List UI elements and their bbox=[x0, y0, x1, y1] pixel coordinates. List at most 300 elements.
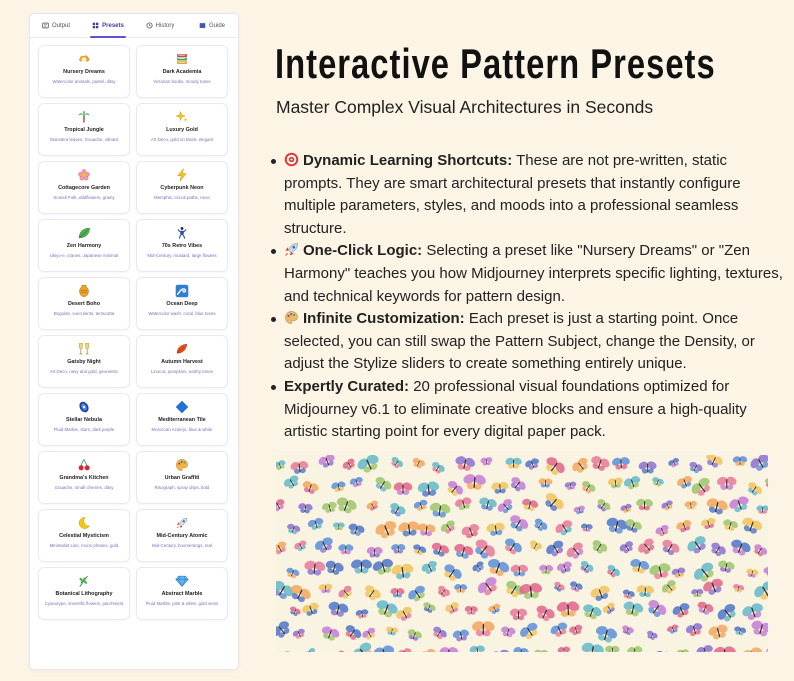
butterfly bbox=[706, 621, 732, 642]
butterfly bbox=[417, 646, 439, 652]
butterfly bbox=[317, 582, 334, 595]
butterfly bbox=[350, 558, 374, 575]
butterfly bbox=[652, 649, 673, 652]
butterfly bbox=[329, 479, 347, 493]
butterfly bbox=[511, 645, 530, 652]
preset-desc: Gouache, small cherries, ditsy bbox=[54, 484, 114, 490]
butterfly bbox=[415, 521, 437, 538]
butterfly bbox=[761, 563, 768, 578]
butterfly bbox=[627, 556, 652, 576]
butterfly bbox=[732, 455, 749, 467]
preset-card-mid-century-atomic[interactable] bbox=[136, 509, 228, 562]
vase-icon bbox=[77, 284, 91, 298]
butterfly bbox=[715, 475, 738, 491]
butterfly bbox=[555, 599, 582, 618]
butterfly bbox=[506, 473, 529, 495]
preset-name: Grandma's Kitchen bbox=[59, 475, 109, 481]
butterfly bbox=[519, 496, 540, 513]
preset-card-mediterranean-tile[interactable] bbox=[136, 393, 228, 446]
butterfly bbox=[320, 499, 339, 515]
butterfly bbox=[452, 455, 478, 473]
blue-diamond-icon bbox=[175, 400, 189, 414]
feature-list bbox=[268, 150, 788, 444]
butterfly bbox=[499, 624, 518, 639]
lightning-icon bbox=[175, 168, 189, 182]
preset-desc: Linocut, pumpkins, earthy tones bbox=[151, 368, 213, 374]
preset-name: Autumn Harvest bbox=[161, 359, 203, 365]
presets-icon bbox=[92, 22, 99, 29]
preset-desc: Fluid Marble, stars, dark purple bbox=[53, 426, 115, 432]
preset-desc: Moroccan Azulejo, blue & white bbox=[151, 426, 213, 432]
butterfly bbox=[712, 644, 739, 652]
butterfly bbox=[644, 628, 660, 642]
preset-desc: Mid-Century, boomerangs, teal bbox=[152, 542, 212, 548]
butterfly bbox=[428, 459, 447, 477]
butterfly bbox=[562, 538, 588, 563]
butterfly bbox=[411, 497, 430, 513]
butterfly bbox=[404, 582, 430, 606]
butterfly bbox=[484, 520, 507, 538]
butterfly bbox=[744, 567, 760, 579]
butterfly bbox=[494, 495, 517, 517]
butterfly bbox=[359, 625, 379, 643]
rocket-icon bbox=[175, 516, 189, 530]
preset-desc: Cyanotype, scientific flowers, parchment bbox=[44, 600, 124, 606]
feature-text: Each preset is just a starting point. Once selected, you can still swap the Pattern Subject, change the Density, or adjust the Stylize sliders to create something entirely unique. bbox=[284, 310, 755, 373]
butterfly bbox=[487, 647, 513, 652]
preset-desc: Mid-Century, mustard, large flowers bbox=[147, 252, 217, 258]
butterfly bbox=[395, 646, 414, 652]
butterfly bbox=[438, 646, 459, 652]
butterfly bbox=[348, 475, 366, 489]
butterfly bbox=[738, 514, 766, 537]
preset-name: Nursery Dreams bbox=[63, 69, 105, 75]
butterfly bbox=[427, 500, 453, 520]
butterfly bbox=[713, 599, 741, 626]
butterfly bbox=[669, 599, 694, 621]
butterfly bbox=[452, 495, 474, 513]
butterfly bbox=[568, 455, 592, 477]
butterfly bbox=[451, 627, 471, 643]
butterfly bbox=[659, 498, 676, 513]
butterfly bbox=[587, 455, 613, 474]
feature-item bbox=[268, 308, 788, 376]
preset-card-botanical-lithography[interactable] bbox=[38, 567, 130, 620]
butterfly bbox=[750, 541, 768, 560]
butterfly bbox=[479, 456, 494, 467]
preset-name: 70s Retro Vibes bbox=[161, 243, 203, 249]
butterfly bbox=[547, 619, 571, 640]
preset-desc: Watercolor wash, coral, blue tones bbox=[148, 310, 216, 316]
preset-name: Desert Boho bbox=[67, 301, 101, 307]
target-icon bbox=[284, 152, 299, 167]
butterfly bbox=[516, 619, 543, 644]
butterfly bbox=[335, 582, 356, 602]
preset-desc: Art Deco, gold on black, elegant bbox=[150, 136, 214, 142]
presets-panel bbox=[30, 14, 238, 669]
preset-card-gatsby-night[interactable] bbox=[38, 335, 130, 388]
butterfly bbox=[538, 563, 555, 575]
butterfly bbox=[504, 456, 523, 469]
butterfly bbox=[281, 472, 303, 492]
butterfly bbox=[527, 538, 545, 554]
butterfly bbox=[658, 576, 680, 598]
panel-tabs bbox=[30, 14, 238, 38]
butterfly bbox=[415, 479, 441, 499]
butterfly bbox=[428, 539, 452, 559]
butterfly bbox=[404, 626, 424, 643]
butterfly bbox=[370, 642, 398, 652]
preset-name: Mid-Century Atomic bbox=[156, 533, 208, 539]
butterfly bbox=[369, 555, 397, 578]
palm-tree-icon bbox=[77, 110, 91, 124]
preset-card-zen-harmony[interactable] bbox=[38, 219, 130, 272]
butterfly bbox=[341, 621, 365, 644]
butterfly bbox=[311, 533, 337, 556]
butterfly bbox=[517, 580, 545, 601]
butterfly bbox=[318, 623, 343, 644]
preset-card-dark-academia[interactable] bbox=[136, 45, 228, 98]
feature-item bbox=[268, 376, 788, 444]
preset-card-autumn-harvest[interactable] bbox=[136, 335, 228, 388]
butterfly bbox=[739, 599, 768, 623]
butterfly bbox=[366, 546, 384, 559]
butterfly bbox=[699, 515, 718, 531]
butterfly bbox=[610, 455, 632, 471]
fallen-leaf-icon bbox=[175, 342, 189, 356]
preset-desc: Victorian books, moody tones bbox=[153, 78, 211, 84]
butterfly bbox=[617, 538, 637, 556]
butterfly bbox=[434, 583, 453, 601]
page-subtitle: Master Complex Visual Architectures in Seconds bbox=[276, 97, 654, 117]
preset-card-luxury-gold[interactable] bbox=[136, 103, 228, 156]
butterfly bbox=[580, 522, 594, 532]
butterfly bbox=[490, 480, 510, 495]
butterfly bbox=[746, 455, 768, 475]
preset-desc: Scandi Folk, wildflowers, grainy bbox=[53, 194, 115, 200]
output-icon bbox=[42, 22, 49, 29]
butterfly bbox=[316, 455, 339, 471]
butterfly bbox=[299, 478, 321, 497]
nebula-icon bbox=[77, 400, 91, 414]
preset-desc: Art Deco, navy and gold, geometric bbox=[49, 368, 119, 374]
palette-icon bbox=[284, 310, 299, 325]
preset-name: Celestial Mysticism bbox=[59, 533, 109, 539]
butterfly bbox=[292, 538, 310, 554]
butterfly bbox=[556, 645, 571, 652]
butterfly bbox=[410, 455, 428, 470]
preset-card-desert-boho[interactable] bbox=[38, 277, 130, 330]
butterfly bbox=[750, 576, 768, 605]
butterfly bbox=[666, 455, 682, 469]
butterfly bbox=[276, 496, 288, 514]
preset-desc: Risograph, spray drips, bold bbox=[154, 484, 210, 490]
feature-text: These are not pre-written, static prompts. They are smart architectural presets that instantly configure multiple parameters, styles, and moods into a professional seamless structure. bbox=[284, 152, 741, 237]
butterfly bbox=[442, 599, 462, 617]
herb-icon bbox=[77, 574, 91, 588]
butterfly bbox=[439, 560, 466, 586]
butterfly bbox=[762, 476, 768, 490]
butterfly bbox=[443, 477, 467, 500]
butterfly bbox=[732, 624, 748, 637]
butterfly bbox=[537, 477, 553, 488]
preset-card-cottagecore-garden[interactable] bbox=[38, 161, 130, 214]
butterfly bbox=[429, 623, 450, 642]
butterfly bbox=[287, 604, 303, 618]
tab-history[interactable] bbox=[134, 14, 186, 37]
butterfly bbox=[280, 649, 301, 652]
books-icon bbox=[175, 52, 189, 66]
rocket-icon bbox=[284, 242, 299, 257]
butterfly bbox=[384, 625, 399, 637]
butterfly bbox=[686, 459, 705, 476]
butterfly bbox=[635, 497, 655, 511]
guide-icon bbox=[199, 22, 206, 29]
butterfly bbox=[744, 479, 766, 500]
butterfly bbox=[587, 582, 613, 604]
butterfly bbox=[563, 480, 578, 491]
butterfly bbox=[325, 599, 351, 620]
butterfly bbox=[388, 455, 406, 472]
butterfly bbox=[756, 504, 768, 514]
butterfly-pattern-image bbox=[276, 455, 768, 652]
butterfly bbox=[653, 522, 672, 539]
butterfly bbox=[392, 481, 413, 496]
gem-icon bbox=[175, 574, 189, 588]
preset-name: Abstract Marble bbox=[161, 591, 203, 597]
butterfly bbox=[464, 605, 479, 616]
butterfly bbox=[530, 515, 550, 535]
butterfly bbox=[331, 648, 348, 652]
feature-heading: Dynamic Learning Shortcuts: bbox=[303, 152, 513, 169]
preset-desc: Monstera leaves, Gouache, vibrant bbox=[49, 136, 119, 142]
preset-card-70s-retro-vibes[interactable] bbox=[136, 219, 228, 272]
butterfly bbox=[554, 559, 575, 576]
tab-guide-label: Guide bbox=[208, 22, 225, 29]
butterfly bbox=[703, 495, 731, 517]
preset-name: Cyberpunk Neon bbox=[160, 185, 204, 191]
butterfly bbox=[637, 460, 658, 475]
butterfly bbox=[389, 561, 416, 582]
preset-desc: Bogolan, succulents, terracotta bbox=[53, 310, 115, 316]
butterfly bbox=[635, 583, 656, 598]
butterfly bbox=[579, 601, 605, 623]
history-icon bbox=[146, 22, 153, 29]
preset-desc: Watercolor animals, pastel, ditsy bbox=[52, 78, 116, 84]
butterfly bbox=[606, 476, 625, 490]
butterfly bbox=[322, 557, 347, 577]
butterfly bbox=[389, 587, 405, 598]
butterfly bbox=[332, 521, 345, 530]
butterfly bbox=[532, 602, 559, 626]
butterfly bbox=[461, 472, 488, 492]
cloud-moon-icon bbox=[77, 52, 91, 66]
butterfly bbox=[346, 521, 367, 539]
tab-guide[interactable] bbox=[186, 14, 238, 37]
preset-name: Luxury Gold bbox=[166, 127, 198, 133]
palette-icon bbox=[175, 458, 189, 472]
preset-card-tropical-jungle[interactable] bbox=[38, 103, 130, 156]
butterfly bbox=[483, 555, 513, 580]
butterfly bbox=[364, 498, 381, 513]
butterfly bbox=[305, 515, 326, 532]
preset-card-urban-graffiti[interactable] bbox=[136, 451, 228, 504]
butterfly bbox=[470, 558, 488, 575]
butterfly bbox=[620, 598, 646, 619]
wave-icon bbox=[175, 284, 189, 298]
butterfly bbox=[738, 644, 766, 652]
feature-text: 20 professional visual foundations optimized for Midjourney v6.1 to eliminate creative blocks and ensure a high-quality artistic starting point for every digital paper pack. bbox=[284, 377, 747, 441]
butterfly bbox=[523, 456, 542, 473]
butterfly bbox=[410, 542, 429, 558]
butterfly bbox=[284, 565, 302, 580]
preset-desc: Ukiyo-e, cranes, Japanese minimal bbox=[49, 252, 119, 258]
butterfly bbox=[437, 517, 459, 537]
butterfly bbox=[509, 607, 529, 621]
preset-card-celestial-mysticism[interactable] bbox=[38, 509, 130, 562]
butterfly bbox=[386, 499, 409, 520]
butterfly bbox=[551, 579, 567, 594]
tab-presets[interactable] bbox=[82, 14, 134, 37]
butterfly bbox=[620, 587, 637, 601]
butterfly bbox=[726, 493, 753, 516]
feature-heading: Infinite Customization: bbox=[303, 310, 465, 328]
butterfly bbox=[303, 645, 319, 652]
preset-card-abstract-marble[interactable] bbox=[136, 567, 228, 620]
feature-item bbox=[268, 150, 788, 240]
cherries-icon bbox=[77, 458, 91, 472]
butterfly bbox=[500, 534, 526, 559]
butterfly bbox=[276, 538, 290, 557]
butterfly bbox=[284, 521, 302, 536]
preset-name: Ocean Deep bbox=[166, 301, 198, 307]
tab-history-label: History bbox=[155, 22, 175, 29]
butterfly bbox=[727, 536, 755, 560]
butterfly bbox=[486, 601, 504, 616]
butterfly bbox=[302, 558, 328, 577]
butterfly bbox=[276, 617, 295, 643]
preset-name: Stellar Nebula bbox=[66, 417, 102, 423]
butterfly bbox=[674, 517, 695, 535]
butterfly bbox=[621, 473, 644, 492]
butterfly bbox=[665, 622, 681, 636]
preset-desc: Fluid Marble, pink & white, gold veins bbox=[145, 600, 219, 606]
butterfly bbox=[748, 617, 768, 639]
butterfly bbox=[603, 562, 623, 581]
feature-heading: Expertly Curated: bbox=[284, 377, 410, 395]
butterfly bbox=[715, 558, 736, 575]
butterfly bbox=[720, 517, 740, 533]
butterfly bbox=[390, 543, 406, 555]
preset-card-stellar-nebula[interactable] bbox=[38, 393, 130, 446]
butterfly bbox=[578, 478, 599, 497]
butterfly bbox=[694, 642, 716, 652]
champagne-icon bbox=[77, 342, 91, 356]
butterfly bbox=[476, 495, 499, 514]
butterfly bbox=[731, 582, 746, 594]
butterfly bbox=[707, 539, 730, 560]
disco-dancer-icon bbox=[175, 226, 189, 240]
butterfly bbox=[354, 607, 370, 619]
preset-name: Botanical Lithography bbox=[55, 591, 113, 597]
tab-output-label: Output bbox=[51, 22, 70, 29]
preset-name: Cottagecore Garden bbox=[58, 185, 110, 191]
leaf-icon bbox=[77, 226, 91, 240]
butterfly bbox=[567, 579, 585, 594]
butterfly bbox=[540, 455, 569, 480]
butterfly bbox=[702, 455, 726, 471]
butterfly bbox=[552, 516, 577, 539]
preset-name: Tropical Jungle bbox=[64, 127, 104, 133]
butterfly bbox=[340, 456, 359, 474]
butterfly bbox=[646, 560, 674, 582]
butterfly-pattern-svg bbox=[276, 455, 768, 652]
crescent-moon-icon bbox=[77, 516, 91, 530]
butterfly bbox=[643, 595, 671, 621]
preset-name: Zen Harmony bbox=[66, 243, 102, 249]
butterfly bbox=[675, 648, 690, 652]
butterfly bbox=[539, 488, 568, 516]
butterfly bbox=[603, 514, 631, 536]
butterfly bbox=[625, 644, 644, 652]
butterfly bbox=[670, 565, 688, 579]
butterfly bbox=[420, 600, 438, 616]
page-title: Interactive Pattern Presets bbox=[275, 40, 716, 87]
butterfly bbox=[532, 648, 550, 652]
butterfly bbox=[297, 501, 315, 514]
butterfly bbox=[762, 640, 768, 652]
butterfly bbox=[505, 511, 532, 536]
butterfly bbox=[619, 502, 635, 515]
butterfly bbox=[353, 455, 384, 477]
tab-output[interactable] bbox=[30, 14, 82, 37]
butterfly bbox=[567, 622, 585, 637]
butterfly bbox=[509, 563, 529, 577]
preset-desc: Memphis, circuit paths, neon bbox=[154, 194, 210, 200]
preset-name: Urban Graffiti bbox=[164, 475, 200, 481]
butterfly bbox=[683, 499, 698, 511]
butterfly bbox=[288, 459, 310, 476]
preset-card-nursery-dreams[interactable] bbox=[38, 45, 130, 98]
butterfly bbox=[683, 620, 706, 639]
butterfly bbox=[578, 639, 607, 652]
preset-card-ocean-deep[interactable] bbox=[136, 277, 228, 330]
butterfly bbox=[577, 558, 597, 577]
butterfly bbox=[451, 541, 477, 562]
preset-card-grandmas-kitchen[interactable] bbox=[38, 451, 130, 504]
butterfly bbox=[458, 521, 483, 542]
butterfly bbox=[468, 644, 486, 652]
feature-text: Selecting a preset like "Nursery Dreams" or "Zen Harmony" teaches you how Midjourney interprets specific lighting, textures, and technical keywords for pattern design. bbox=[284, 242, 783, 305]
butterfly bbox=[600, 600, 619, 618]
butterfly bbox=[690, 588, 704, 598]
butterfly bbox=[542, 536, 568, 560]
butterfly bbox=[371, 473, 395, 495]
tab-presets-label: Presets bbox=[102, 22, 124, 29]
butterfly bbox=[572, 504, 587, 516]
butterfly bbox=[683, 531, 712, 558]
butterfly bbox=[291, 626, 308, 641]
preset-grid bbox=[30, 38, 238, 627]
butterfly bbox=[592, 622, 620, 645]
feature-heading: One-Click Logic: bbox=[303, 242, 423, 260]
butterfly bbox=[337, 543, 354, 555]
preset-card-cyberpunk-neon[interactable] bbox=[136, 161, 228, 214]
butterfly bbox=[694, 598, 717, 617]
butterfly bbox=[299, 600, 322, 619]
butterfly bbox=[619, 623, 635, 637]
butterfly bbox=[604, 644, 621, 652]
